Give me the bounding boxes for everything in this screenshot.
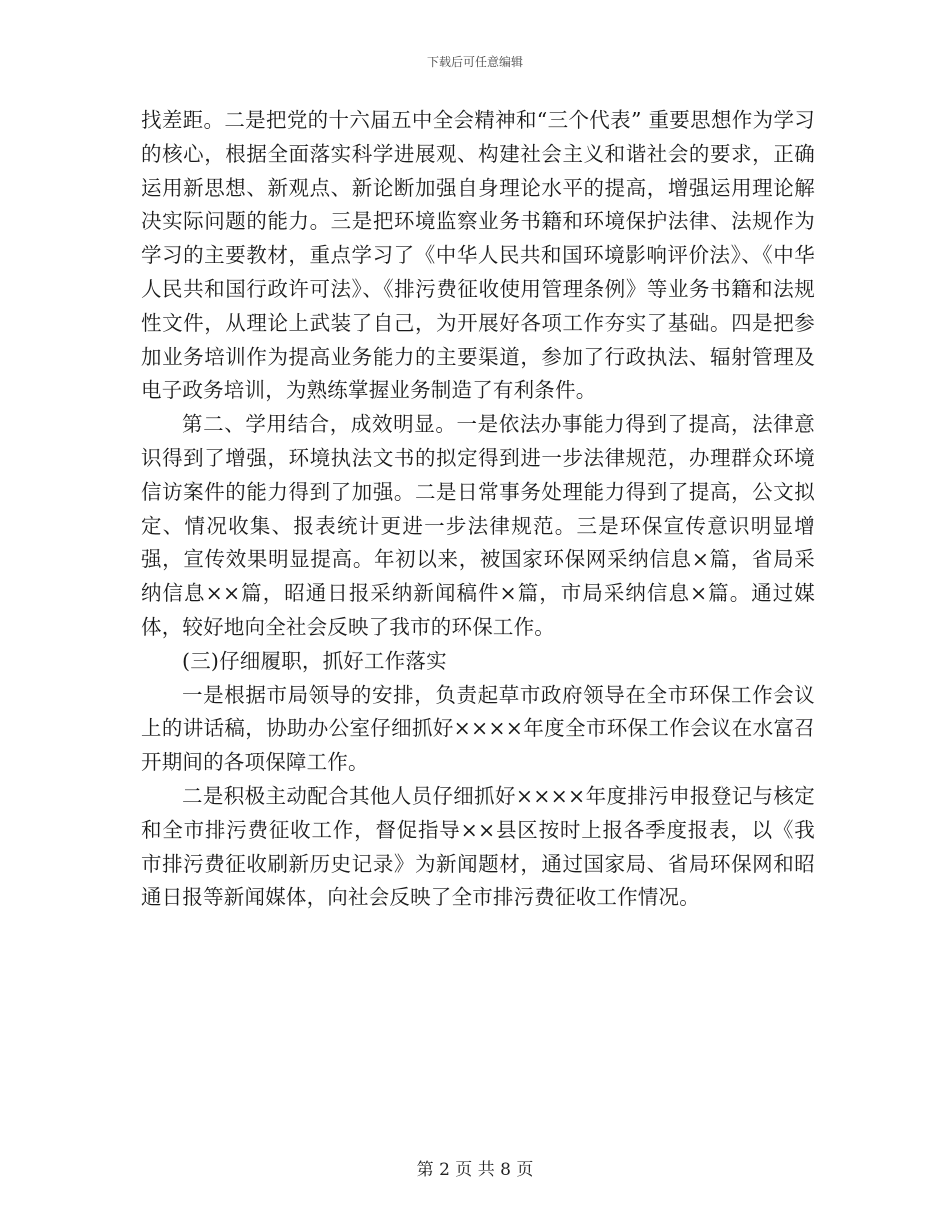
document-body [141,104,815,915]
section-heading-duties: (三)仔细履职，抓好工作落实 [182,648,447,673]
paragraph-study-continuation: 找差距。二是把党的十六届五中全会精神和“三个代表” 重要思想作为学习的核心，根据全面落实科学进展观、构建社会主义和谐社会的要求，正确运用新思想、新观点、新论断加强自身理论水平的提高，增强运用理论解决实际问题的能力。三是把环境监察业务书籍和环境保护法律、法规作为学习的主要教材，重点学习了《中华人民共和国环境影响评价法》、《中华人民共和国行政许可法》、《排污费征收使用管理条例》等业务书籍和法规性文件，从理论上武装了自己，为开展好各项工作夯实了基础。四是把参加业务培训作为提高业务能力的主要渠道，参加了行政执法、辐射管理及电子政务培训，为熟练掌握业务制造了有利条件。 [141,108,815,403]
paragraph-duty-two: 二是积极主动配合其他人员仔细抓好××××年度排污申报登记与核定和全市排污费征收工作，督促指导××县区按时上报各季度报表，以《我市排污费征收刷新历史记录》为新闻题材，通过国家局、省局环保网和昭通日报等新闻媒体，向社会反映了全市排污费征收工作情况。 [141,783,815,910]
paragraph-study-application: 第二、学用结合，成效明显。一是依法办事能力得到了提高，法律意识得到了增强，环境执法文书的拟定得到进一步法律规范，办理群众环境信访案件的能力得到了加强。二是日常事务处理能力得到了提高，公文拟定、情况收集、报表统计更进一步法律规范。三是环保宣传意识明显增强，宣传效果明显提高。年初以来，被国家环保网采纳信息×篇，省局采纳信息××篇，昭通日报采纳新闻稿件×篇，市局采纳信息×篇。通过媒体，较好地向全社会反映了我市的环保工作。 [141,412,815,639]
paragraph-duty-one: 一是根据市局领导的安排，负责起草市政府领导在全市环保工作会议上的讲话稿，协助办公室仔细抓好××××年度全市环保工作会议在水富召开期间的各项保障工作。 [141,682,815,775]
page-header: 下载后可任意编辑 [426,55,523,69]
page-number-footer: 第 2 页 共 8 页 [416,1160,534,1180]
